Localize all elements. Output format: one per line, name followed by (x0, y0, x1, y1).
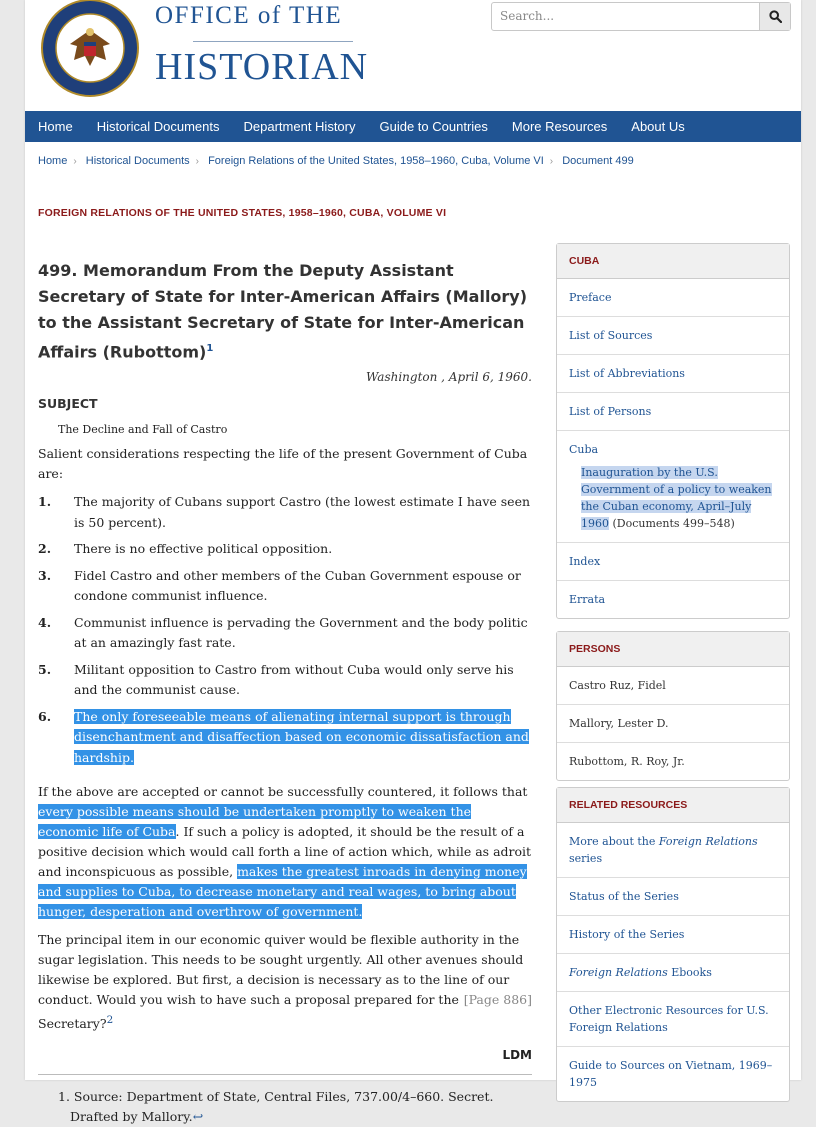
subject-heading: SUBJECT (38, 396, 98, 412)
sidebar-cuba-toc (556, 243, 790, 619)
sidebar-item-errata[interactable]: Errata (569, 593, 606, 606)
current-chapter-link[interactable]: Inauguration by the U.S. Government of a policy to weaken the Cuban economy, April–July 1960 (581, 466, 772, 530)
sidebar-item-index[interactable]: Index (557, 543, 789, 581)
footnote-return-icon[interactable]: ↩ (192, 1109, 204, 1125)
list-text: Fidel Castro and other members of the Cuban Government espouse or condone communist influence. (74, 567, 521, 604)
footnote-ref-2[interactable]: 2 (106, 1014, 114, 1027)
chapter-doc-range: (Documents 499–548) (609, 517, 735, 530)
sidebar-item-list-of-abbreviations[interactable]: List of Abbreviations (557, 355, 789, 393)
search-button[interactable] (759, 3, 790, 30)
breadcrumb-volume[interactable]: Foreign Relations of the United States, 1958–1960, Cuba, Volume VI (208, 155, 544, 167)
sidebar-related-resources (556, 787, 790, 1102)
sidebar-heading: CUBA (557, 244, 789, 279)
link-text-italic: Foreign Relations (569, 966, 668, 979)
sidebar-item-cuba (557, 431, 789, 543)
link-text: More about the (569, 835, 659, 848)
sidebar-item-list-of-sources[interactable]: List of Sources (557, 317, 789, 355)
related-ebooks[interactable] (557, 954, 789, 992)
breadcrumb (38, 155, 634, 167)
related-more-about-series[interactable] (557, 823, 789, 878)
sidebar-item-list-of-persons[interactable]: List of Persons (557, 393, 789, 431)
sidebar-persons (556, 631, 790, 781)
footnote-divider (38, 1074, 532, 1075)
chevron-right-icon: › (195, 156, 200, 167)
related-other-electronic-resources[interactable]: Other Electronic Resources for U.S. Foreign Relations (557, 992, 789, 1047)
list-item (38, 539, 532, 560)
list-number: 1. (38, 494, 52, 510)
paragraph-sugar (38, 930, 532, 1034)
list-number: 3. (38, 567, 52, 583)
footnote-1 (58, 1087, 532, 1127)
intro-paragraph: Salient considerations respecting the life of the present Government of Cuba are: (38, 446, 528, 482)
page-reference[interactable]: [Page 886] (463, 992, 532, 1008)
link-text: series (569, 852, 603, 865)
list-text: Militant opposition to Castro from without Cuba would only serve his and the communist cause. (74, 661, 514, 698)
highlighted-text: every possible means should be undertaken promptly to weaken the economic life of Cuba (38, 804, 472, 840)
breadcrumb-historical-documents[interactable]: Historical Documents (85, 155, 190, 167)
dateline: Washington , April 6, 1960. (366, 370, 532, 385)
sidebar-item-cuba-label[interactable]: Cuba (569, 443, 599, 456)
nav-about-us[interactable]: About Us (631, 119, 685, 134)
brand-top-text: OFFICE of THE (155, 2, 343, 29)
nav-department-history[interactable]: Department History (243, 119, 356, 134)
search-icon (769, 10, 782, 23)
document-title (38, 258, 532, 365)
breadcrumb-document[interactable]: Document 499 (562, 155, 634, 167)
search-input[interactable] (492, 3, 754, 28)
para-text: . If such a policy is adopted, it should be the result of a positive decision which would call forth a line of action which, while as adroit and inconspicuous as possible, (38, 824, 532, 880)
paragraph-policy (38, 782, 532, 922)
sidebar-heading: PERSONS (557, 632, 789, 667)
list-number: 2. (38, 541, 52, 557)
link-text: Ebooks (667, 966, 712, 979)
nav-home[interactable]: Home (38, 119, 73, 134)
considerations-list (38, 492, 532, 768)
related-history-of-series[interactable]: History of the Series (557, 916, 789, 954)
link-text-italic: Foreign Relations (658, 835, 758, 848)
person-mallory[interactable]: Mallory, Lester D. (557, 705, 789, 743)
para-text: If the above are accepted or cannot be successfully countered, it follows that (38, 784, 528, 800)
list-item (38, 492, 532, 533)
list-item (38, 566, 532, 607)
main-nav (25, 111, 801, 142)
related-status-of-series[interactable]: Status of the Series (557, 878, 789, 916)
document-title-text: 499. Memorandum From the Deputy Assistant Secretary of State for Inter-American Affairs (Mallory) to the Assistant Secretary of State for Inter-American Affairs (Rubottom) (38, 261, 528, 362)
footnote-text: 1. Source: Department of State, Central Files, 737.00/4–660. Secret. Drafted by Mallory. (58, 1089, 494, 1125)
highlighted-text: makes the greatest inroads in denying money and supplies to Cuba, to decrease monetary and real wages, to bring about hunger, desperation and overthrow of government. (38, 864, 527, 920)
highlighted-text: The only foreseeable means of alienating internal support is through disenchantment and disaffection based on economic dissatisfaction and hardship. (74, 708, 529, 765)
nav-guide-to-countries[interactable]: Guide to Countries (379, 119, 488, 134)
related-vietnam-guide[interactable]: Guide to Sources on Vietnam, 1969–1975 (569, 1059, 773, 1089)
sidebar-item-preface[interactable]: Preface (557, 279, 789, 317)
list-text: There is no effective political opposition. (74, 541, 333, 557)
nav-historical-documents[interactable]: Historical Documents (96, 119, 220, 134)
brand-divider (193, 41, 353, 42)
list-number: 4. (38, 614, 52, 630)
chevron-right-icon: › (549, 156, 554, 167)
sidebar-heading: RELATED RESOURCES (557, 788, 789, 823)
breadcrumb-home[interactable]: Home (38, 155, 68, 167)
person-rubottom[interactable]: Rubottom, R. Roy, Jr. (569, 755, 685, 768)
list-text: Communist influence is pervading the Government and the body politic at an amazingly fast rate. (74, 614, 528, 651)
document-body (38, 258, 532, 1127)
person-castro[interactable]: Castro Ruz, Fidel (557, 667, 789, 705)
list-number: 5. (38, 661, 52, 677)
signature: LDM (502, 1048, 532, 1063)
para-text: our conduct. Would you wish to have such a proposal prepared for the Secretary? (38, 972, 510, 1032)
department-seal-logo[interactable] (40, 0, 140, 98)
list-item (38, 707, 532, 769)
list-number: 6. (38, 708, 52, 724)
nav-more-resources[interactable]: More Resources (511, 119, 608, 134)
para-text: The principal item in our economic quiver would be flexible authority in the sugar legislation. This needs to be sought urgently. All other avenues should likewise be explored. But first, a decision is necessary as to the line of (38, 932, 524, 988)
list-text: The majority of Cubans support Castro (the lowest estimate I have seen is 50 percent). (74, 494, 531, 530)
chevron-right-icon: › (73, 156, 77, 167)
footnote-ref-1[interactable]: 1 (206, 343, 214, 354)
brand-main-text: HISTORIAN (155, 46, 369, 88)
subject-text: The Decline and Fall of Castro (58, 423, 228, 437)
page (25, 0, 801, 1125)
sidebar-subitem-current-chapter (581, 464, 777, 532)
volume-title-link[interactable]: FOREIGN RELATIONS OF THE UNITED STATES, 1958–1960, CUBA, VOLUME VI (38, 207, 447, 219)
search-box (491, 2, 791, 31)
list-item (38, 613, 532, 654)
list-item (38, 660, 532, 701)
